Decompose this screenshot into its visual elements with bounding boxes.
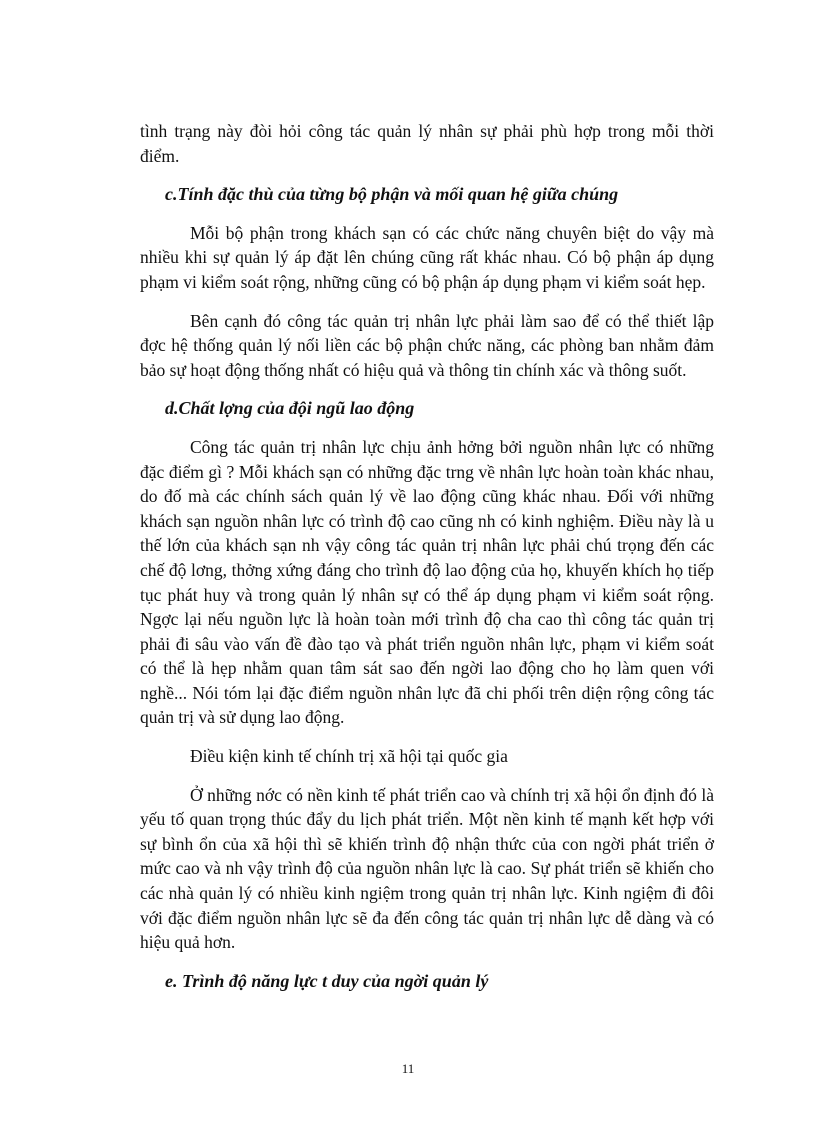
paragraph-departments: Mỗi bộ phận trong khách sạn có các chức năng chuyên biệt do vậy mà nhiều khi sự quản lý áp đặt lên chúng cũng rất khác nhau. Có bộ phận áp dụng phạm vi kiểm soát rộng, những cũng có bộ phận áp dụng phạm vi kiểm soát hẹp.: [140, 222, 714, 292]
paragraph-workforce-quality: Công tác quản trị nhân lực chịu ảnh hởng bởi nguồn nhân lực có những đặc điểm gì ? Mỗi khách sạn có những đặc trng về nhân lực hoàn toàn khác nhau, do đố mà các chính sách quản lý về lao động cũng khác nhau. Đối với những khách sạn nguồn nhân lực có trình độ cao cũng nh có kinh nghiệm. Điều này là u thế lớn của khách sạn nh vậy công tác quản trị nhân lực phải chú trọng đến các chế độ lơng, thởng xứng đáng cho trình độ lao động của họ, khuyến khích họ tiếp tục phát huy và trong quản lý nhân sự có thể áp dụng phạm vi kiểm soát rộng. Ngợc lại nếu nguồn lực là hoàn toàn mới trình độ cha cao thì công tác quản trị phải đi sâu vào vấn đề đào tạo và phát triển nguồn nhân lực, phạm vi kiểm soát có thể là hẹp nhằm quan tâm sát sao đến ngời lao động cho họ làm quen với nghề... Nói tóm lại đặc điểm nguồn nhân lực đã chi phối trên diện rộng công tác quản trị và sử dụng lao động.: [140, 436, 714, 728]
page-number: 11: [401, 1061, 415, 1076]
section-heading-e: e. Trình độ năng lực t duy của ngời quản lý: [165, 970, 489, 991]
page-body: [140, 119, 714, 993]
paragraph-management-system: Bên cạnh đó công tác quản trị nhân lực phải làm sao để có thể thiết lập đợc hệ thống quản lý nối liền các bộ phận chức năng, các phòng ban nhằm đảm bảo sự hoạt động thống nhất có hiệu quả và thông tin chính xác và thông suốt.: [140, 310, 714, 380]
section-heading-d: d.Chất lợng của đội ngũ lao động: [165, 398, 415, 419]
paragraph-economic-conditions-title: Điều kiện kinh tế chính trị xã hội tại quốc gia: [190, 746, 508, 767]
section-heading-c: c.Tính đặc thù của từng bộ phận và mối quan hệ giữa chúng: [165, 184, 619, 205]
paragraph-economic-conditions: Ở những nớc có nền kinh tế phát triển cao và chính trị xã hội ổn định đó là yếu tố quan trọng thúc đẩy du lịch phát triển. Một nền kinh tế mạnh kết hợp với sự bình ổn của xã hội thì sẽ khiến trình độ nhận thức của con ngời phát triển ở mức cao và nh vậy trình độ của nguồn nhân lực là cao. Sự phát triển sẽ khiến cho các nhà quản lý có nhiều kinh ngiệm trong quản trị nhân lực. Kinh ngiệm đi đôi với đặc điểm nguồn nhân lực sẽ đa đến công tác quản trị nhân lực dễ dàng và có hiệu quả hơn.: [140, 784, 714, 953]
paragraph-continuation: tình trạng này đòi hỏi công tác quản lý nhân sự phải phù hợp trong mỗi thời điểm.: [140, 121, 714, 166]
